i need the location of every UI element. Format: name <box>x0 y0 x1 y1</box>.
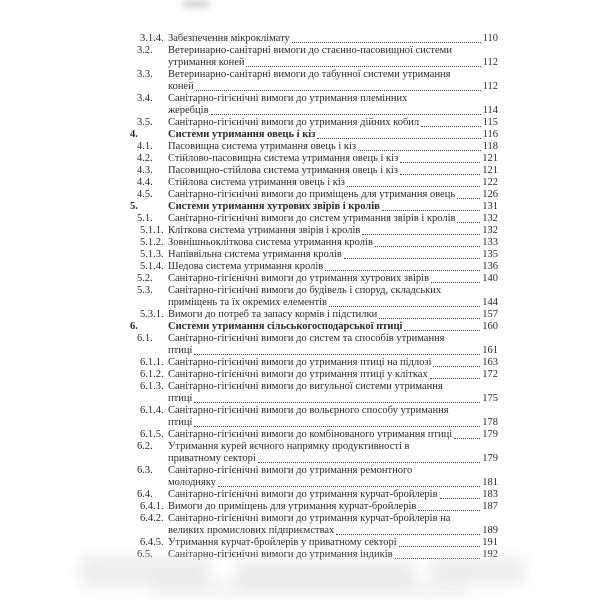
toc-page-number: 121 <box>482 153 498 164</box>
toc-entry <box>124 33 498 45</box>
toc-entry-title <box>168 153 498 165</box>
toc-entry-number: 4.1. <box>137 141 153 152</box>
toc-entry-title <box>168 201 498 213</box>
toc-leader-dots <box>457 197 480 199</box>
toc-page-number: 189 <box>482 525 498 536</box>
toc-entry-title <box>168 489 498 501</box>
toc-leader-dots <box>344 257 480 259</box>
toc-leader-dots <box>421 125 480 127</box>
toc-entry-title <box>168 213 498 225</box>
toc-entry-number: 6.3. <box>137 465 153 476</box>
toc-page-number: 118 <box>482 141 498 152</box>
toc-page-number: 110 <box>482 33 498 44</box>
toc-entry-title <box>168 177 498 189</box>
toc-entry <box>124 141 498 153</box>
toc-entry <box>124 465 498 489</box>
toc-page-number: 115 <box>482 117 498 128</box>
toc-entry-line: утримання коней <box>168 57 245 68</box>
toc-entry <box>124 285 498 309</box>
toc-entry-title <box>168 333 498 357</box>
toc-leader-dots <box>317 137 480 139</box>
toc-entry-title <box>168 357 498 369</box>
toc-entry-line: Санітарно-гігієнічні вимоги до утримання курчат-бройлерів на <box>168 513 451 524</box>
toc-page-number: 135 <box>482 249 498 260</box>
toc-entry-title <box>168 237 498 249</box>
toc-entry-line: Санітарно-гігієнічні вимоги до систем та способів утримання <box>168 333 445 344</box>
toc-leader-dots <box>336 533 480 535</box>
toc-entry-line: Напіввільна система утримання кролів <box>168 249 342 260</box>
toc-page-number: 122 <box>482 177 498 188</box>
toc-entry-line: Санітарно-гігієнічні вимоги до утримання хутрових звірів <box>168 273 430 284</box>
toc-entry-line: молодняку <box>168 477 216 488</box>
toc-entry-line: Санітарно-гігієнічні вимоги до утримання дійних кобил <box>168 117 420 128</box>
toc-entry-line: Шедова система утримання кролів <box>168 261 324 272</box>
toc-entry-title <box>168 141 498 153</box>
toc-entry-title <box>168 93 498 117</box>
toc-leader-dots <box>404 329 480 331</box>
toc-leader-dots <box>457 221 480 223</box>
toc-entry-line: Вимоги до приміщень для утримання курчат-бройлерів <box>168 501 417 512</box>
toc-entry-number: 6. <box>130 321 138 332</box>
toc-entry-line: Санітарно-гігієнічні вимоги до вигульної системи утримання <box>168 381 443 392</box>
toc-page-number: 192 <box>482 549 498 560</box>
toc-entry-title <box>168 69 498 93</box>
toc-leader-dots <box>400 173 480 175</box>
toc-entry <box>124 213 498 225</box>
toc-entry-line: Стійлова система утримання овець і кіз <box>168 177 345 188</box>
toc-leader-dots <box>358 149 481 151</box>
toc-entry <box>124 189 498 201</box>
toc-leader-dots <box>246 65 480 67</box>
toc-entry <box>124 69 498 93</box>
toc-entry-number: 5.1.4. <box>140 261 164 272</box>
toc-entry <box>124 201 498 213</box>
toc-entry-line: Санітарно-гігієнічні вимоги до утримання ремонтного <box>168 465 413 476</box>
toc-entry-number: 6.4.1. <box>140 501 164 512</box>
toc-entry-number: 6.4.5. <box>140 537 164 548</box>
toc-entry-number: 5.1.2. <box>140 237 164 248</box>
toc-entry-number: 5.2. <box>137 273 153 284</box>
toc-entry-title <box>168 33 498 45</box>
toc-entry-number: 6.4. <box>137 489 153 500</box>
toc-entry-line: Пасовищна система утримання овець і кіз <box>168 141 357 152</box>
toc-entry-number: 6.1.2. <box>140 369 164 380</box>
toc-leader-dots <box>347 185 480 187</box>
toc-entry <box>124 225 498 237</box>
toc-leader-dots <box>454 437 480 439</box>
toc-leader-dots <box>379 317 480 319</box>
toc-entry <box>124 441 498 465</box>
toc-page-number: 179 <box>482 429 498 440</box>
toc-entry-line: Санітарно-гігієнічні вимоги до будівель і споруд, складських <box>168 285 442 296</box>
toc-entry-title <box>168 45 498 69</box>
toc-entry <box>124 357 498 369</box>
toc-page-number: 160 <box>482 321 498 332</box>
toc-entry-line: коней <box>168 81 194 92</box>
toc-entry-title <box>168 381 498 405</box>
toc-entry-number: 5.1. <box>137 213 153 224</box>
toc-entry <box>124 249 498 261</box>
toc-entry-number: 3.5. <box>137 117 153 128</box>
toc-page-number: 121 <box>482 165 498 176</box>
toc-entry <box>124 165 498 177</box>
toc-entry-line: великих промислових підприємствах <box>168 525 335 536</box>
toc-entry-title <box>168 249 498 261</box>
toc-entry-number: 4. <box>130 129 138 140</box>
toc-page-number: 175 <box>482 393 498 404</box>
toc-entry-title <box>168 537 498 549</box>
toc-leader-dots <box>440 497 481 499</box>
toc-page-number: 163 <box>482 357 498 368</box>
toc-entry-number: 4.5. <box>137 189 153 200</box>
toc-entry-number: 5.1.3. <box>140 249 164 260</box>
toc-entry <box>124 93 498 117</box>
toc-entry-number: 6.5. <box>137 549 153 560</box>
toc-page-number: 132 <box>482 225 498 236</box>
toc-entry-line: Системи утримання хутрових звірів і кролів <box>168 201 380 212</box>
toc-entry-number: 6.1.4. <box>140 405 164 416</box>
toc-leader-dots <box>211 113 481 115</box>
toc-entry <box>124 309 498 321</box>
toc-entry-number: 3.1.4. <box>140 33 164 44</box>
toc-leader-dots <box>292 41 481 43</box>
toc-entry-line: Стійлово-пасовищна система утримання овець і кіз <box>168 153 399 164</box>
toc-entry <box>124 333 498 357</box>
toc-entry-number: 4.4. <box>137 177 153 188</box>
toc-entry-line: Санітарно-гігієнічні вимоги до утримання курчат-бройлерів <box>168 489 438 500</box>
toc-entry-number: 6.1.1. <box>140 357 164 368</box>
toc-entry-line: жеребців <box>168 105 209 116</box>
toc-entry-title <box>168 309 498 321</box>
toc-page-number: 132 <box>482 213 498 224</box>
toc-entry-title <box>168 165 498 177</box>
toc-entry-line: Вимоги до потреб та запасу кормів і підстилки <box>168 309 378 320</box>
toc-page-number: 161 <box>482 345 498 356</box>
toc-entry-number: 5.1.1. <box>140 225 164 236</box>
toc-entry-number: 3.3. <box>137 69 153 80</box>
toc-entry-line: птиці <box>168 345 193 356</box>
toc-entry <box>124 153 498 165</box>
toc-entry-line: Санітарно-гігієнічні вимоги до систем утримання звірів і кролів <box>168 213 456 224</box>
toc-leader-dots <box>194 401 480 403</box>
toc-entry-number: 5.3.1. <box>140 309 164 320</box>
toc-leader-dots <box>382 209 480 211</box>
toc-entry-title <box>168 285 498 309</box>
toc-entry <box>124 501 498 513</box>
toc-leader-dots <box>258 461 480 463</box>
toc-entry-title <box>168 225 498 237</box>
toc-entry <box>124 381 498 405</box>
scan-smudge-top <box>183 0 209 8</box>
toc-page-number: 144 <box>482 297 498 308</box>
toc-entry-title <box>168 405 498 429</box>
toc-leader-dots <box>218 485 480 487</box>
toc-leader-dots <box>194 425 480 427</box>
toc-entry-line: Забезпечення мікроклімату <box>168 33 290 44</box>
toc-entry-title <box>168 513 498 537</box>
toc-entry <box>124 321 498 333</box>
toc-page-number: 187 <box>482 501 498 512</box>
toc-entry-line: Санітарно-гігієнічні вимоги до утримання індиків <box>168 549 393 560</box>
toc-entry-line: Санітарно-гігієнічні вимоги до утримання племінних <box>168 93 408 104</box>
toc-entry-line: Санітарно-гігієнічні вимоги до приміщень для утримання овець <box>168 189 456 200</box>
toc-page-number: 116 <box>482 129 498 140</box>
toc-leader-dots <box>194 353 480 355</box>
toc-entry-number: 3.2. <box>137 45 153 56</box>
toc-entry-line: приміщень та їх окремих елементів <box>168 297 327 308</box>
toc-entry-line: Утримання курей яєчного напрямку продуктивності в <box>168 441 410 452</box>
toc-leader-dots <box>325 269 480 271</box>
toc-entry-line: Санітарно-гігієнічні вимоги до утримання птиці на підлозі <box>168 357 432 368</box>
table-of-contents <box>124 33 498 561</box>
toc-entry-line: приватному секторі <box>168 453 256 464</box>
toc-page-number: 183 <box>482 489 498 500</box>
toc-page-number: 133 <box>482 237 498 248</box>
toc-entry-number: 6.1.3. <box>140 381 164 392</box>
toc-entry-line: Санітарно-гігієнічні вимоги до вольєрного способу утримання <box>168 405 449 416</box>
toc-entry-number: 6.4.2. <box>140 513 164 524</box>
toc-page-number: 136 <box>482 261 498 272</box>
toc-entry-line: Пасовищно-стійлова система утримання овець і кіз <box>168 165 398 176</box>
toc-page-number: 114 <box>482 105 498 116</box>
toc-entry <box>124 261 498 273</box>
toc-entry-line: Ветеринарно-санітарні вимоги до табунної системи утримання <box>168 69 451 80</box>
toc-entry <box>124 513 498 537</box>
toc-entry-title <box>168 501 498 513</box>
toc-entry-number: 6.1. <box>137 333 153 344</box>
toc-entry-number: 5.3. <box>137 285 153 296</box>
toc-page-number: 179 <box>482 453 498 464</box>
toc-entry-title <box>168 429 498 441</box>
toc-entry-title <box>168 369 498 381</box>
toc-page-number: 181 <box>482 477 498 488</box>
toc-entry <box>124 45 498 69</box>
toc-entry-line: Системи утримання овець і кіз <box>168 129 316 140</box>
toc-page-number: 126 <box>482 189 498 200</box>
toc-page-number: 172 <box>482 369 498 380</box>
toc-leader-dots <box>399 545 481 547</box>
toc-entry-title <box>168 465 498 489</box>
toc-entry-number: 4.2. <box>137 153 153 164</box>
toc-page-number: 178 <box>482 417 498 428</box>
toc-entry-number: 3.4. <box>137 93 153 104</box>
toc-entry <box>124 177 498 189</box>
toc-entry <box>124 429 498 441</box>
toc-entry-line: Зовнішньокліткова система утримання кролів <box>168 237 373 248</box>
toc-page-number: 157 <box>482 309 498 320</box>
toc-leader-dots <box>418 509 480 511</box>
toc-page-number: 112 <box>482 81 498 92</box>
toc-entry <box>124 369 498 381</box>
toc-leader-dots <box>431 281 480 283</box>
page-bleed-artifact <box>150 580 470 596</box>
toc-entry-number: 6.1.5. <box>140 429 164 440</box>
toc-entry <box>124 405 498 429</box>
toc-page-number: 112 <box>482 57 498 68</box>
toc-entry-title <box>168 273 498 285</box>
toc-entry-line: Санітарно-гігієнічні вимоги до комбінованого утримання птиці <box>168 429 453 440</box>
toc-entry-title <box>168 321 498 333</box>
toc-entry-number: 6.2. <box>137 441 153 452</box>
toc-entry-line: Системи утримання сільськогосподарської птиці <box>168 321 403 332</box>
toc-entry <box>124 489 498 501</box>
toc-entry <box>124 537 498 549</box>
toc-entry-title <box>168 117 498 129</box>
toc-entry-line: Утримання курчат-бройлерів у приватному секторі <box>168 537 397 548</box>
toc-page-number: 191 <box>482 537 498 548</box>
toc-leader-dots <box>400 161 480 163</box>
toc-leader-dots <box>430 377 481 379</box>
toc-leader-dots <box>375 245 480 247</box>
toc-leader-dots <box>433 365 480 367</box>
toc-page-number: 140 <box>482 273 498 284</box>
toc-entry-line: Кліткова система утримання звірів і кролів <box>168 225 361 236</box>
toc-entry-line: птиці <box>168 417 193 428</box>
toc-leader-dots <box>329 305 480 307</box>
toc-page-number: 131 <box>482 201 498 212</box>
toc-leader-dots <box>362 233 480 235</box>
toc-entry <box>124 273 498 285</box>
toc-entry-line: Ветеринарно-санітарні вимоги до стаєнно-пасовищної системи <box>168 45 452 56</box>
toc-entry-line: птиці <box>168 393 193 404</box>
toc-entry-title <box>168 441 498 465</box>
toc-entry-title <box>168 189 498 201</box>
toc-entry <box>124 237 498 249</box>
toc-entry-title <box>168 129 498 141</box>
toc-leader-dots <box>196 89 481 91</box>
toc-entry-number: 5. <box>130 201 138 212</box>
toc-entry-line: Санітарно-гігієнічні вимоги до утримання птиці у клітках <box>168 369 428 380</box>
toc-entry-number: 4.3. <box>137 165 153 176</box>
toc-entry <box>124 129 498 141</box>
toc-entry-title <box>168 261 498 273</box>
toc-entry <box>124 117 498 129</box>
